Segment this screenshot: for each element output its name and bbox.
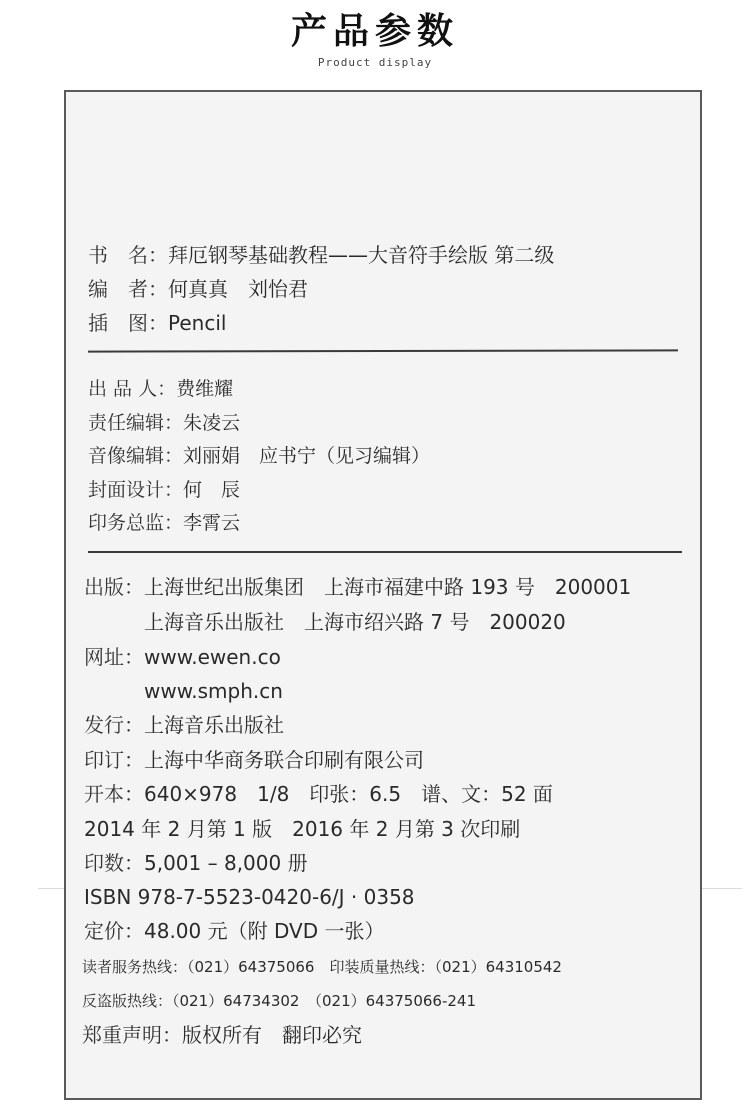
- isbn: ISBN 978-7-5523-0420-6/J · 0358: [84, 885, 415, 909]
- anti-piracy-hotline: 反盗版热线：（021）64734302 （021）64375066-241: [82, 992, 477, 1010]
- distributor-row: [84, 712, 284, 738]
- distributor: 上海音乐出版社: [144, 713, 284, 737]
- print-supervisor: 李霄云: [183, 512, 241, 534]
- isbn-row: [84, 884, 415, 910]
- website-row: [84, 644, 281, 670]
- statement: 版权所有 翻印必究: [182, 1023, 362, 1047]
- service-hotline: 读者服务热线：（021）64375066 印装质量热线：（021）64310542: [82, 958, 562, 976]
- illustrator: Pencil: [168, 311, 227, 335]
- website-1: www.ewen.co: [144, 645, 281, 669]
- producer: 费维耀: [176, 378, 234, 400]
- format-row: [84, 781, 553, 807]
- publisher-line-2: 上海音乐出版社 上海市绍兴路 7 号 200020: [144, 610, 566, 634]
- copyright-page-photo: [64, 90, 702, 1100]
- av-editor-row: [88, 443, 430, 469]
- printer: 上海中华商务联合印刷有限公司: [144, 748, 424, 772]
- print-run-row: [84, 850, 308, 876]
- edition-row: [84, 816, 520, 842]
- cover-design-label: 封面设计：: [88, 479, 184, 501]
- editor-in-charge-label: 责任编辑：: [88, 412, 184, 434]
- illustrator-row: [88, 310, 226, 336]
- book-title: 拜厄钢琴基础教程——大音符手绘版 第二级: [168, 243, 555, 267]
- printer-label: 印订：: [84, 748, 144, 772]
- page-subtitle: Product display: [317, 56, 433, 69]
- cover-design: 何 辰: [183, 479, 241, 501]
- publisher-line-1: 上海世纪出版集团 上海市福建中路 193 号 200001: [144, 575, 632, 599]
- producer-label: 出 品 人：: [88, 378, 177, 400]
- print-supervisor-label: 印务总监：: [88, 512, 184, 534]
- editors-label: 编 者：: [88, 277, 168, 301]
- website-2: www.smph.cn: [144, 679, 283, 703]
- av-editor: 刘丽娟 应书宁（见习编辑）: [183, 445, 431, 467]
- editor-in-charge-row: [88, 410, 240, 436]
- publisher-row-2: [144, 609, 566, 635]
- print-run: 5,001 – 8,000 册: [144, 851, 308, 875]
- price-row: [84, 918, 384, 944]
- statement-label: 郑重声明：: [82, 1023, 182, 1047]
- book-title-row: [88, 242, 554, 268]
- left-divider: [38, 888, 64, 889]
- av-editor-label: 音像编辑：: [88, 445, 184, 467]
- producer-row: [88, 376, 233, 402]
- editor-in-charge: 朱凌云: [183, 412, 241, 434]
- anti-piracy-row: [82, 988, 476, 1014]
- format-label: 开本：: [84, 782, 144, 806]
- service-hotline-row: [82, 954, 562, 980]
- cover-design-row: [88, 477, 240, 503]
- illustrator-label: 插 图：: [88, 311, 168, 335]
- publisher-label: 出版：: [84, 575, 144, 599]
- right-divider: [702, 888, 742, 889]
- edition: 2014 年 2 月第 1 版 2016 年 2 月第 3 次印刷: [84, 817, 521, 841]
- editors: 何真真 刘怡君: [168, 277, 308, 301]
- page-heading: [0, 10, 750, 69]
- price: 48.00 元（附 DVD 一张）: [144, 919, 385, 943]
- format: 640×978 1/8 印张：6.5 谱、文：52 面: [144, 782, 553, 806]
- website-label: 网址：: [84, 645, 144, 669]
- divider-rule-2: [88, 551, 682, 553]
- price-label: 定价：: [84, 919, 144, 943]
- divider-rule-1: [88, 349, 678, 352]
- publisher-row: [84, 574, 631, 600]
- website-row-2: [144, 678, 283, 704]
- printer-row: [84, 747, 424, 773]
- book-title-label: 书 名：: [88, 243, 168, 267]
- print-supervisor-row: [88, 510, 240, 536]
- page-title: 产品参数: [290, 11, 459, 52]
- editors-row: [88, 276, 308, 302]
- distributor-label: 发行：: [84, 713, 144, 737]
- print-run-label: 印数：: [84, 851, 144, 875]
- statement-row: [82, 1022, 362, 1048]
